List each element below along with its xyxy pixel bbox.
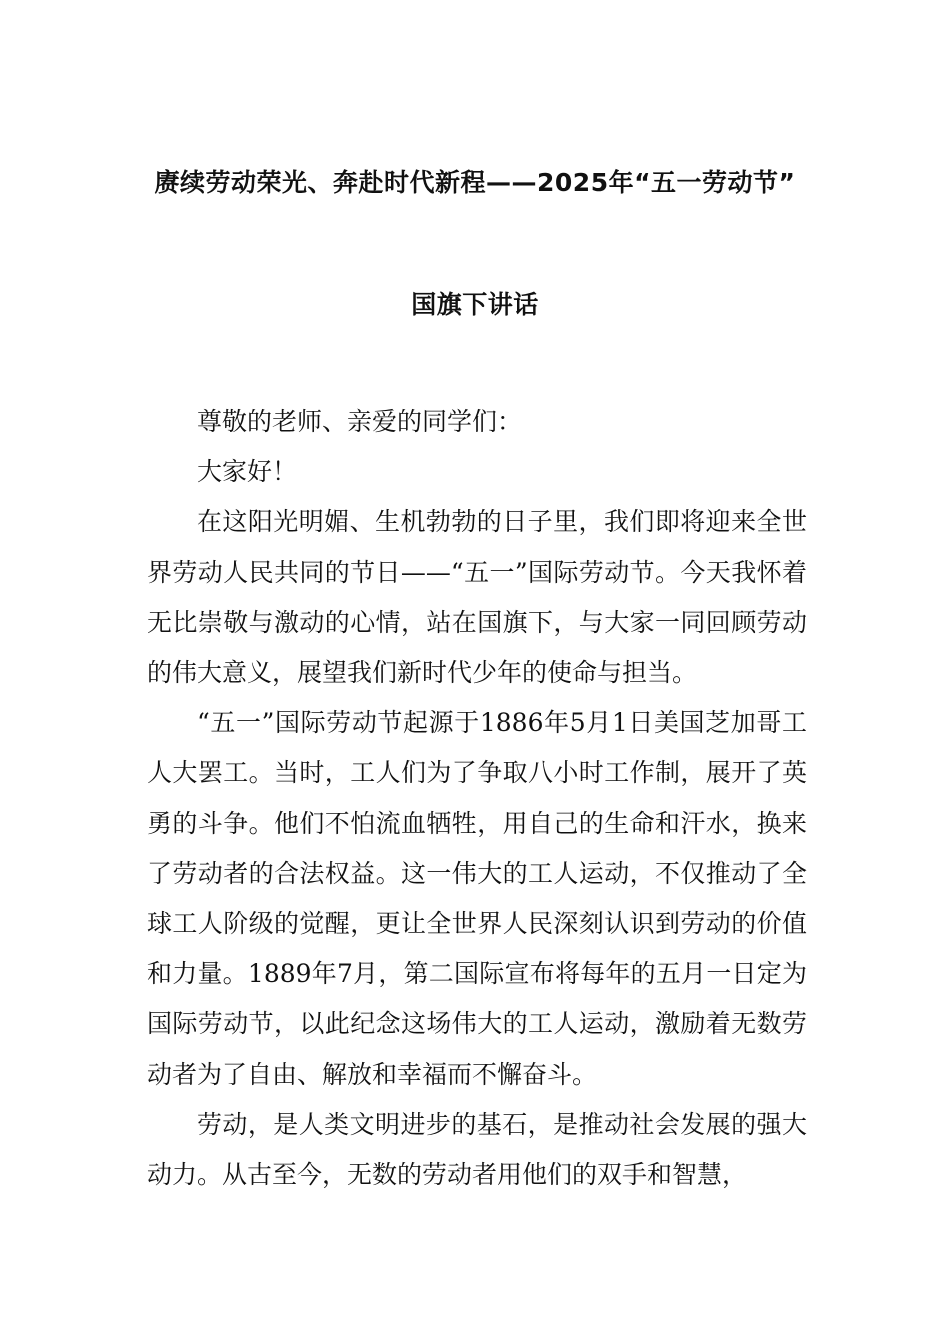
document-body [147,397,807,1200]
document-title-line-2: 国旗下讲话 [411,290,539,319]
document-title-line-1: 赓续劳动荣光、奔赴时代新程——2025年“五一劳动节” [154,168,796,197]
body-paragraph: “五一”国际劳动节起源于1886年5月1日美国芝加哥工人大罢工。当时，工人们为了争取八小时工作制，展开了英勇的斗争。他们不怕流血牺牲，用自己的生命和汗水，换来了劳动者的合法权益。这一伟大的工人运动，不仅推动了全球工人阶级的觉醒，更让全世界人民深刻认识到劳动的价值和力量。1889年7月，第二国际宣布将每年的五月一日定为国际劳动节，以此纪念这场伟大的工人运动，激励着无数劳动者为了自由、解放和幸福而不懈奋斗。 [147,708,807,1089]
body-paragraph: 劳动，是人类文明进步的基石，是推动社会发展的强大动力。从古至今，无数的劳动者用他们的双手和智慧， [147,1109,807,1190]
salutation-paragraph: 尊敬的老师、亲爱的同学们： [197,407,523,436]
greeting-paragraph: 大家好！ [197,457,298,487]
body-paragraph: 在这阳光明媚、生机勃勃的日子里，我们即将迎来全世界劳动人民共同的节日——“五一”国际劳动节。今天我怀着无比崇敬与激动的心情，站在国旗下，与大家一同回顾劳动的伟大意义，展望我们新时代少年的使命与担当。 [147,507,807,688]
